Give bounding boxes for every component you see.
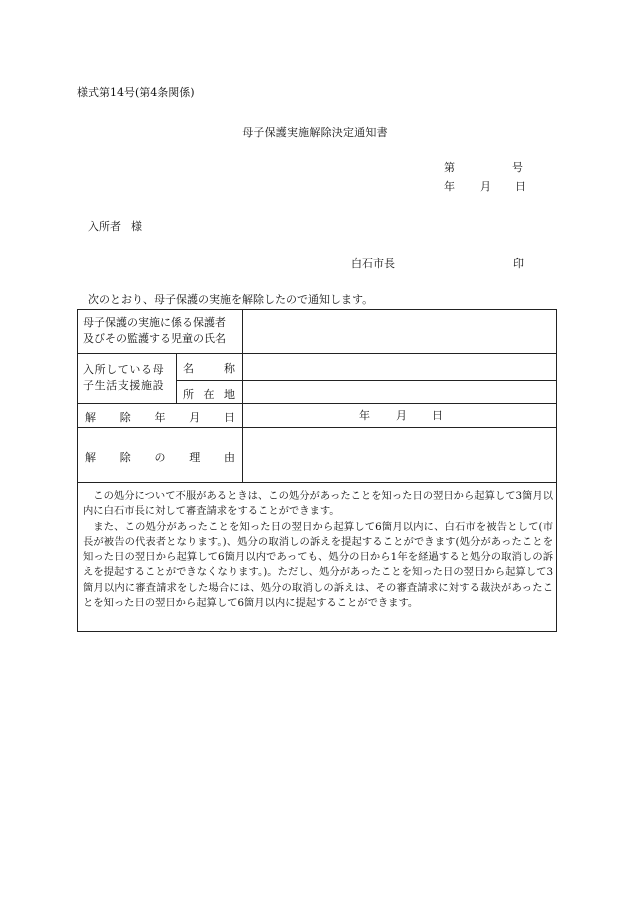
facility-label-line2: 子生活支援施設 (83, 379, 165, 392)
location-label: 所 在 地 (183, 388, 235, 401)
form-number: 様式第14号(第4条関係) (77, 86, 195, 99)
appeal-notice-para2: また、この処分があったことを知った日の翌日から起算して6箇月以内に、白石市を被告として(市長が被告の代表者となります。)、処分の取消しの訴えを提起することができます(処分があったことを知った日の翌日から起算して6箇月以内であっても、処分の日から1年を経過すると処分の取消しの訴えを提起することができなくなります。)。ただし、処分があったことを知った日の翌日から起算して3箇月以内に審査請求をした場合には、処分の取消しの訴えは、その審査請求に対する裁決があったことを知った日の翌日から起算して6箇月以内に提起することができます。 (83, 520, 553, 610)
guardian-label-line1: 母子保護の実施に係る保護者 (83, 316, 226, 329)
row-divider (78, 482, 556, 483)
release-table (77, 309, 557, 632)
release-date-month: 月 (396, 409, 407, 422)
name-label: 名 称 (183, 362, 235, 375)
row-divider (78, 427, 556, 428)
release-reason-label: 解 除 の 理 由 (85, 451, 235, 464)
intro-text: 次のとおり、母子保護の実施を解除したので通知します。 (88, 293, 374, 306)
document-title: 母子保護実施解除決定通知書 (242, 126, 388, 139)
appeal-notice-para1: この処分について不服があるときは、この処分があったことを知った日の翌日から起算して3箇月以内に白石市長に対して審査請求をすることができます。 (83, 490, 553, 518)
date-day-label: 日 (515, 180, 526, 193)
issuer-title: 白石市長 (351, 257, 395, 270)
doc-number-prefix: 第 (444, 161, 455, 174)
column-divider (242, 310, 243, 482)
addressee-honorific: 様 (131, 220, 142, 233)
appeal-notice (83, 489, 553, 611)
guardian-label-line2: 及びその監護する児童の氏名 (83, 332, 226, 345)
date-year-label: 年 (444, 180, 455, 193)
addressee (88, 221, 142, 232)
row-divider (176, 380, 556, 381)
release-date-label: 解 除 年 月 日 (85, 411, 235, 424)
release-date-day: 日 (432, 409, 443, 422)
release-date-year: 年 (359, 409, 370, 422)
column-divider (176, 353, 177, 403)
doc-number-suffix: 号 (512, 161, 523, 174)
addressee-name: 入所者 (88, 220, 121, 233)
date-month-label: 月 (480, 180, 491, 193)
facility-label-line1: 入所している母 (83, 363, 165, 376)
issuer-seal: 印 (513, 257, 524, 270)
row-divider (78, 403, 556, 404)
row-divider (78, 353, 556, 354)
